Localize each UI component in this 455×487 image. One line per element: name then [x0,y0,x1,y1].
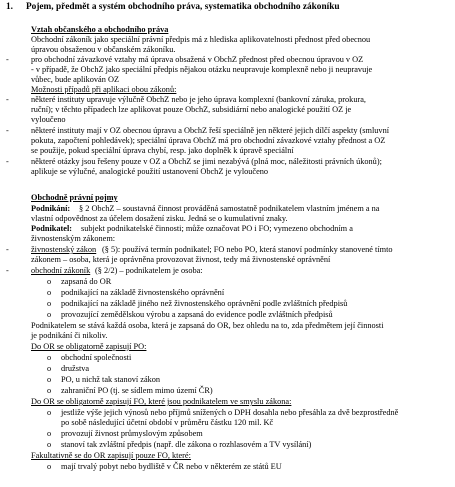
or-fo-label: Do OR se obligatorně zapisují FO, které jsou podnikatelem ve smyslu zákona: [31,397,292,406]
fo-item-2: provozují živnost průmyslovým způsobem [61,429,203,438]
item3-line-1: některé instituty mají v OZ obecnou úpravu a ObchZ řeší speciálně jen některé jejich dílčí aspekty (smluvní [31,126,390,135]
circle-bullet-icon: o [47,375,52,384]
item2-line-1: některé instituty upravuje výlučně ObchZ nebo je jeho úprava komplexní (bankovní záruka, prokura, [31,95,366,104]
podnikatelem-line-1: Podnikatelem se stává každá osoba, která je zapsaná do OR, bez ohledu na to, zda předmětem její činnosti [31,321,384,330]
item2-line-3: vyloučeno [31,115,66,124]
dash-bullet-icon: - [6,266,9,275]
section-title: Pojem, předmět a systém obchodního práva, systematika obchodního zákoníku [26,2,340,12]
circle-bullet-icon: o [47,277,52,286]
osoba-item-4: provozující zemědělskou výrobu a zapsaná do evidence podle zvláštních předpisů [61,310,333,319]
podnikatel-line-1: subjekt podnikatelské činnosti; může označovat PO i FO; vymezeno obchodním a [81,224,353,233]
subsection-title-concepts: Obchodně právní pojmy [31,193,118,202]
fakultativne-label: Fakultativně se do OR zapisují pouze FO, které: [31,451,191,460]
podnikatel-label: Podnikatel: [31,224,73,233]
fo-item-1-line-2: po sobě následující účetní období v průměru částku 120 mil. Kč [61,418,274,427]
subsection-title-relation: Vztah občanského a obchodního práva [31,25,169,34]
dash-bullet-icon: - [6,245,9,254]
circle-bullet-icon: o [47,386,52,395]
fak-item-1: mají trvalý pobyt nebo bydliště v ČR nebo v některém ze států EU [61,462,282,471]
section-number: 1. [6,2,13,12]
item1-line-3: vůbec, bude aplikován OZ [31,75,120,84]
po-item-4: zahraniční PO (tj. se sídlem mimo území ČR) [61,386,213,395]
dash-bullet-icon: - [6,126,9,135]
item3-line-2: pokuta, započtení pohledávek); speciální úprava ObchZ má pro obchodní závazkové vztahy přednost a OZ [31,136,386,145]
podnikani-label: Podnikání: [31,204,71,213]
obchodni-text: (§ 2/2) – podnikatelem je osoba: [95,266,203,275]
dash-bullet-icon: - [6,157,9,166]
item4-line-1: některé otázky jsou řešeny pouze v OZ a ObchZ se jimi nezabývá (plná moc, náležitosti právních úkonů); [31,157,382,166]
zivnost-line-1: (§ 5): používá termín podnikatel; FO nebo PO, která stanoví podmínky stanovené tímto [102,245,393,254]
item2-line-2: ruční); v těchto případech lze aplikovat pouze ObchZ, subsidiární nebo analogické použití OZ je [31,105,352,114]
osoba-item-2: podnikající na základě živnostenského oprávnění [61,288,225,297]
circle-bullet-icon: o [47,429,52,438]
circle-bullet-icon: o [47,364,52,373]
fo-item-1-line-1: jestliže výše jejich výnosů nebo příjmů snížených o DPH dosahla nebo přesáhla za dvě bezprostředně [61,408,399,417]
obchodni-label: obchodní zákoník [31,266,91,275]
intro-line-2: úpravou obsaženou v občanském zákoníku. [31,45,176,54]
podnikatel-line-2: živnostenským zákonem: [31,234,116,243]
dash-bullet-icon: - [6,95,9,104]
osoba-item-1: zapsaná do OR [61,277,112,286]
item4-line-2: aplikuje se výlučné, analogické použití ustanovení ObchZ je vyloučeno [31,167,269,176]
item3-line-3: se použije, pokud speciální úprava chybí, resp. jako doplněk k úpravě speciální [31,146,294,155]
circle-bullet-icon: o [47,408,52,417]
zivnost-label: živnostenský zákon [31,245,97,254]
dash-bullet-icon: - [6,55,9,64]
circle-bullet-icon: o [47,299,52,308]
po-item-2: družstva [61,364,90,373]
possibilities-title: Možnosti případů při aplikaci obou zákonů: [31,85,177,94]
circle-bullet-icon: o [47,310,52,319]
podnikani-line-2: vlastní odpovědnost za účelem dosažení zisku. Jedná se o kumulativní znaky. [31,214,288,223]
item1-line-1: pro obchodní závazkové vztahy má úprava obsažená v ObchZ přednost před obecnou úpravou v OZ [31,55,364,64]
circle-bullet-icon: o [47,462,52,471]
intro-line-1: Obchodní zákoník jako speciální právní předpis má z hlediska aplikovatelnosti přednost před obecnou [31,35,371,44]
po-item-1: obchodní společnosti [61,353,132,362]
zivnost-line-2: zákonem – osoba, která je oprávněna provozovat živnost, tedy má živnostenské oprávnění [31,255,331,264]
or-po-label: Do OR se obligatorně zapisují PO: [31,342,147,351]
podnikatelem-line-2: je podnikání či nikoliv. [31,331,108,340]
circle-bullet-icon: o [47,353,52,362]
podnikani-line-1: § 2 ObchZ – soustavná činnost prováděná samostatně podnikatelem vlastním jménem a na [79,204,380,213]
po-item-3: PO, u nichž tak stanoví zákon [61,375,161,384]
circle-bullet-icon: o [47,440,52,449]
osoba-item-3: podnikající na základě jiného než živnostenského oprávnění podle zvláštních předpisů [61,299,348,308]
item1-line-2: - v případě, že ObchZ jako speciální předpis nějakou otázku neupravuje komplexně nebo ji neupravuje [31,65,373,74]
circle-bullet-icon: o [47,288,52,297]
fo-item-3: stanoví tak zvláštní předpis (např. dle zákona o rozhlasovém a TV vysílání) [61,440,312,449]
